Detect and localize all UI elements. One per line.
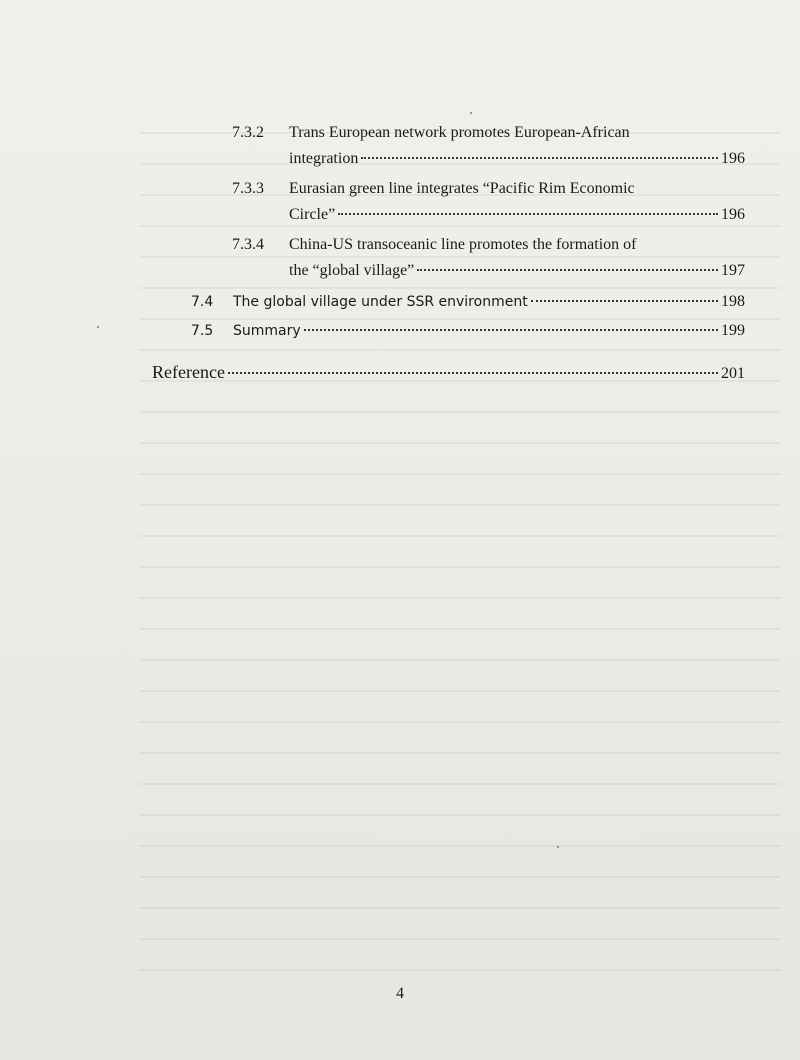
toc-entry-7-3-3-line2[interactable] bbox=[289, 206, 745, 224]
toc-page-number: 201 bbox=[721, 365, 745, 382]
toc-entry-7-4[interactable] bbox=[191, 293, 745, 311]
paper-speck bbox=[97, 326, 99, 328]
toc-title-continued: the “global village” bbox=[289, 262, 415, 279]
paper-speck bbox=[470, 112, 472, 114]
toc-entry-7-5[interactable] bbox=[191, 322, 745, 340]
dot-leader bbox=[304, 329, 718, 331]
toc-entry-7-3-4-line2[interactable] bbox=[289, 262, 745, 280]
toc-number: 7.4 bbox=[191, 294, 214, 310]
toc-number: 7.3.3 bbox=[232, 180, 264, 197]
dot-leader bbox=[531, 300, 718, 302]
toc-title: Summary bbox=[233, 323, 301, 339]
toc-page-number: 198 bbox=[721, 293, 745, 310]
dot-leader bbox=[338, 213, 718, 215]
toc-title: Reference bbox=[152, 362, 225, 382]
toc-title: The global village under SSR environment bbox=[233, 294, 528, 310]
dot-leader bbox=[228, 372, 718, 374]
dot-leader bbox=[361, 157, 718, 159]
toc-number: 7.5 bbox=[191, 323, 214, 339]
toc-title: China-US transoceanic line promotes the formation of bbox=[289, 236, 637, 253]
toc-page-number: 196 bbox=[721, 150, 745, 167]
toc-number: 7.3.4 bbox=[232, 236, 264, 253]
toc-entry-7-3-3-line1 bbox=[232, 180, 635, 198]
toc-page-number: 196 bbox=[721, 206, 745, 223]
dot-leader bbox=[417, 269, 718, 271]
toc-title: Eurasian green line integrates “Pacific Rim Economic bbox=[289, 180, 635, 197]
toc-number: 7.3.2 bbox=[232, 124, 264, 141]
toc-entry-7-3-4-line1 bbox=[232, 236, 636, 254]
toc-entry-7-3-2-line2[interactable] bbox=[289, 150, 745, 168]
toc-title: Trans European network promotes European-African bbox=[289, 124, 630, 141]
toc-page-number: 199 bbox=[721, 322, 745, 339]
page-number: 4 bbox=[396, 985, 404, 1002]
toc-entry-7-3-2-line1 bbox=[232, 124, 630, 142]
toc-entry-reference[interactable] bbox=[152, 362, 745, 383]
toc-page-number: 197 bbox=[721, 262, 745, 279]
toc-title-continued: integration bbox=[289, 150, 359, 167]
toc-title-continued: Circle” bbox=[289, 206, 336, 223]
paper-speck bbox=[557, 846, 559, 848]
